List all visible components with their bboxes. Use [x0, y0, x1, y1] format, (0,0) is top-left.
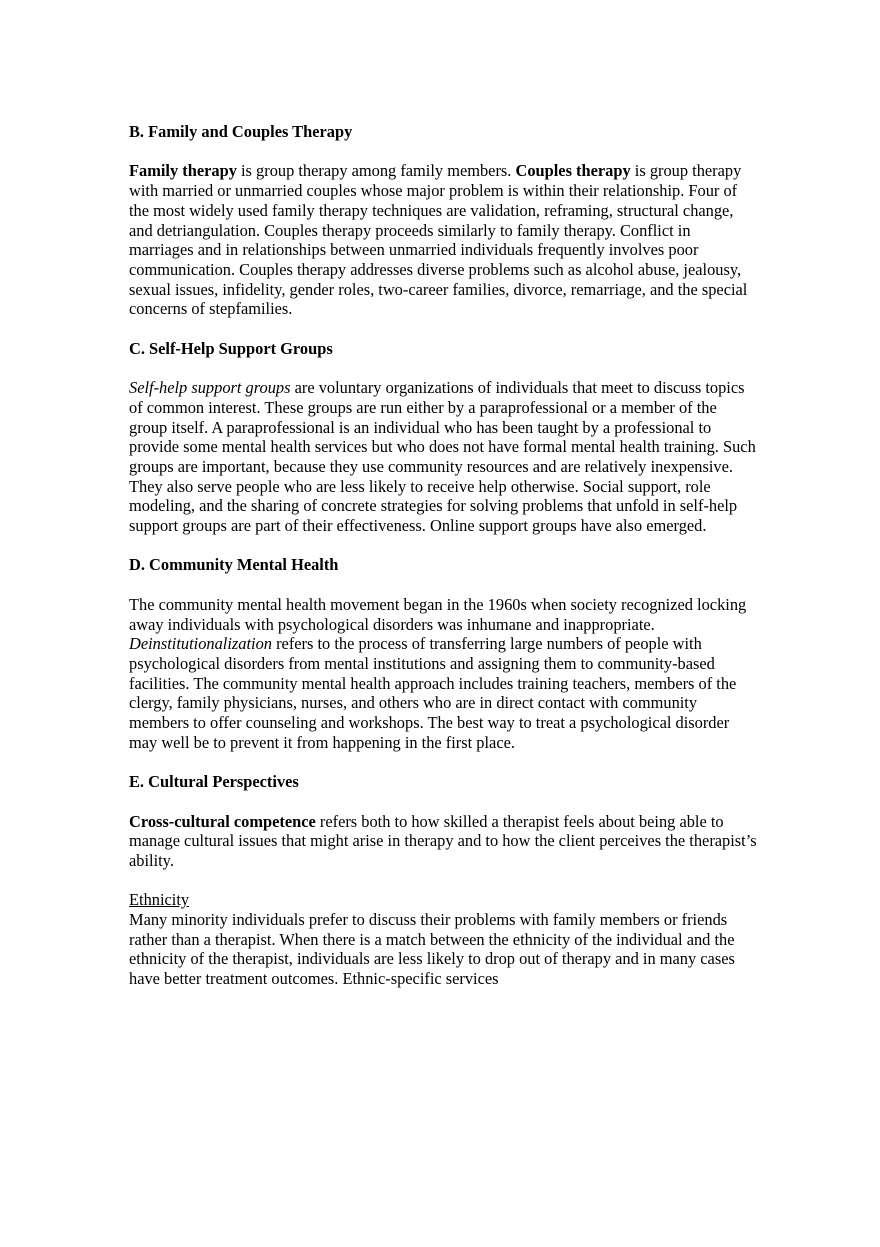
- ethnicity-subheading: [129, 890, 759, 910]
- term-deinstitutionalization: Deinstitutionalization: [129, 634, 272, 654]
- term-self-help-support-groups: Self-help support groups: [129, 378, 291, 398]
- section-e-heading: E. Cultural Perspectives: [129, 772, 299, 792]
- section-d-text-2: refers to the process of transferring large numbers of people with psychological disorders from mental institutions and assigning them to community-based facilities. The community mental health approach includes training teachers, members of the clergy, family physicians, nurses, and others who are in direct contact with community members to offer counseling and workshops. The best way to treat a psychological disorder may well be to prevent it from happening in the first place.: [129, 634, 737, 752]
- term-family-therapy: Family therapy: [129, 161, 237, 181]
- spacer: [129, 752, 759, 772]
- section-b-heading: B. Family and Couples Therapy: [129, 122, 353, 141]
- section-b-text-1: is group therapy among family members.: [236, 161, 516, 181]
- spacer: [129, 536, 759, 556]
- section-e-text: refers both to how skilled a therapist feels about being able to manage cultural issues that might arise in therapy and to how the client perceives the therapist’s ability.: [129, 811, 757, 870]
- section-d-heading: D. Community Mental Health: [129, 555, 339, 575]
- term-couples-therapy: Couples therapy: [515, 161, 631, 181]
- spacer: [129, 871, 759, 891]
- spacer: [129, 792, 759, 812]
- section-b-text-2: is group therapy with married or unmarried couples whose major problem is within their relationship. Four of the most widely used family therapy techniques are validation, reframing, structural change, and detriangulation. Couples therapy proceeds similarly to family therapy. Conflict in marriages and in relationships between unmarried individuals frequently involves poor communication. Couples therapy addresses diverse problems such as alcohol abuse, jealousy, sexual issues, infidelity, gender roles, two-career families, divorce, remarriage, and the special concerns of stepfamilies.: [129, 161, 748, 319]
- section-c-paragraph: [129, 378, 759, 536]
- term-cross-cultural-competence: Cross-cultural competence: [129, 811, 316, 831]
- section-d-paragraph: [129, 595, 759, 753]
- section-b-paragraph: [129, 161, 759, 319]
- ethnicity-subheading-label: Ethnicity: [129, 890, 190, 910]
- section-c-text: are voluntary organizations of individuals that meet to discuss topics of common interest. These groups are run either by a paraprofessional or a member of the group itself. A paraprofessional is an individual who has been taught by a professional to provide some mental health services but who does not have formal mental health training. Such groups are important, because they use community resources and are relatively inexpensive. They also serve people who are less likely to receive help otherwise. Social support, role modeling, and the sharing of concrete strategies for solving problems that unfold in self-help support groups are part of their effectiveness. Online support groups have also emerged.: [129, 378, 756, 536]
- section-e-paragraph: [129, 812, 759, 871]
- ethnicity-paragraph: Many minority individuals prefer to discuss their problems with family members or friends rather than a therapist. When there is a match between the ethnicity of the individual and the ethnicity of the therapist, individuals are less likely to drop out of therapy and in many cases have better treatment outcomes. Ethnic-specific services: [129, 910, 735, 989]
- section-c-heading: C. Self-Help Support Groups: [129, 338, 333, 358]
- spacer: [129, 319, 759, 339]
- document-body: [129, 122, 759, 989]
- section-d-text-1: The community mental health movement began in the 1960s when society recognized locking away individuals with psychological disorders was inhumane and inappropriate.: [129, 594, 747, 634]
- spacer: [129, 142, 759, 162]
- spacer: [129, 358, 759, 378]
- spacer: [129, 575, 759, 595]
